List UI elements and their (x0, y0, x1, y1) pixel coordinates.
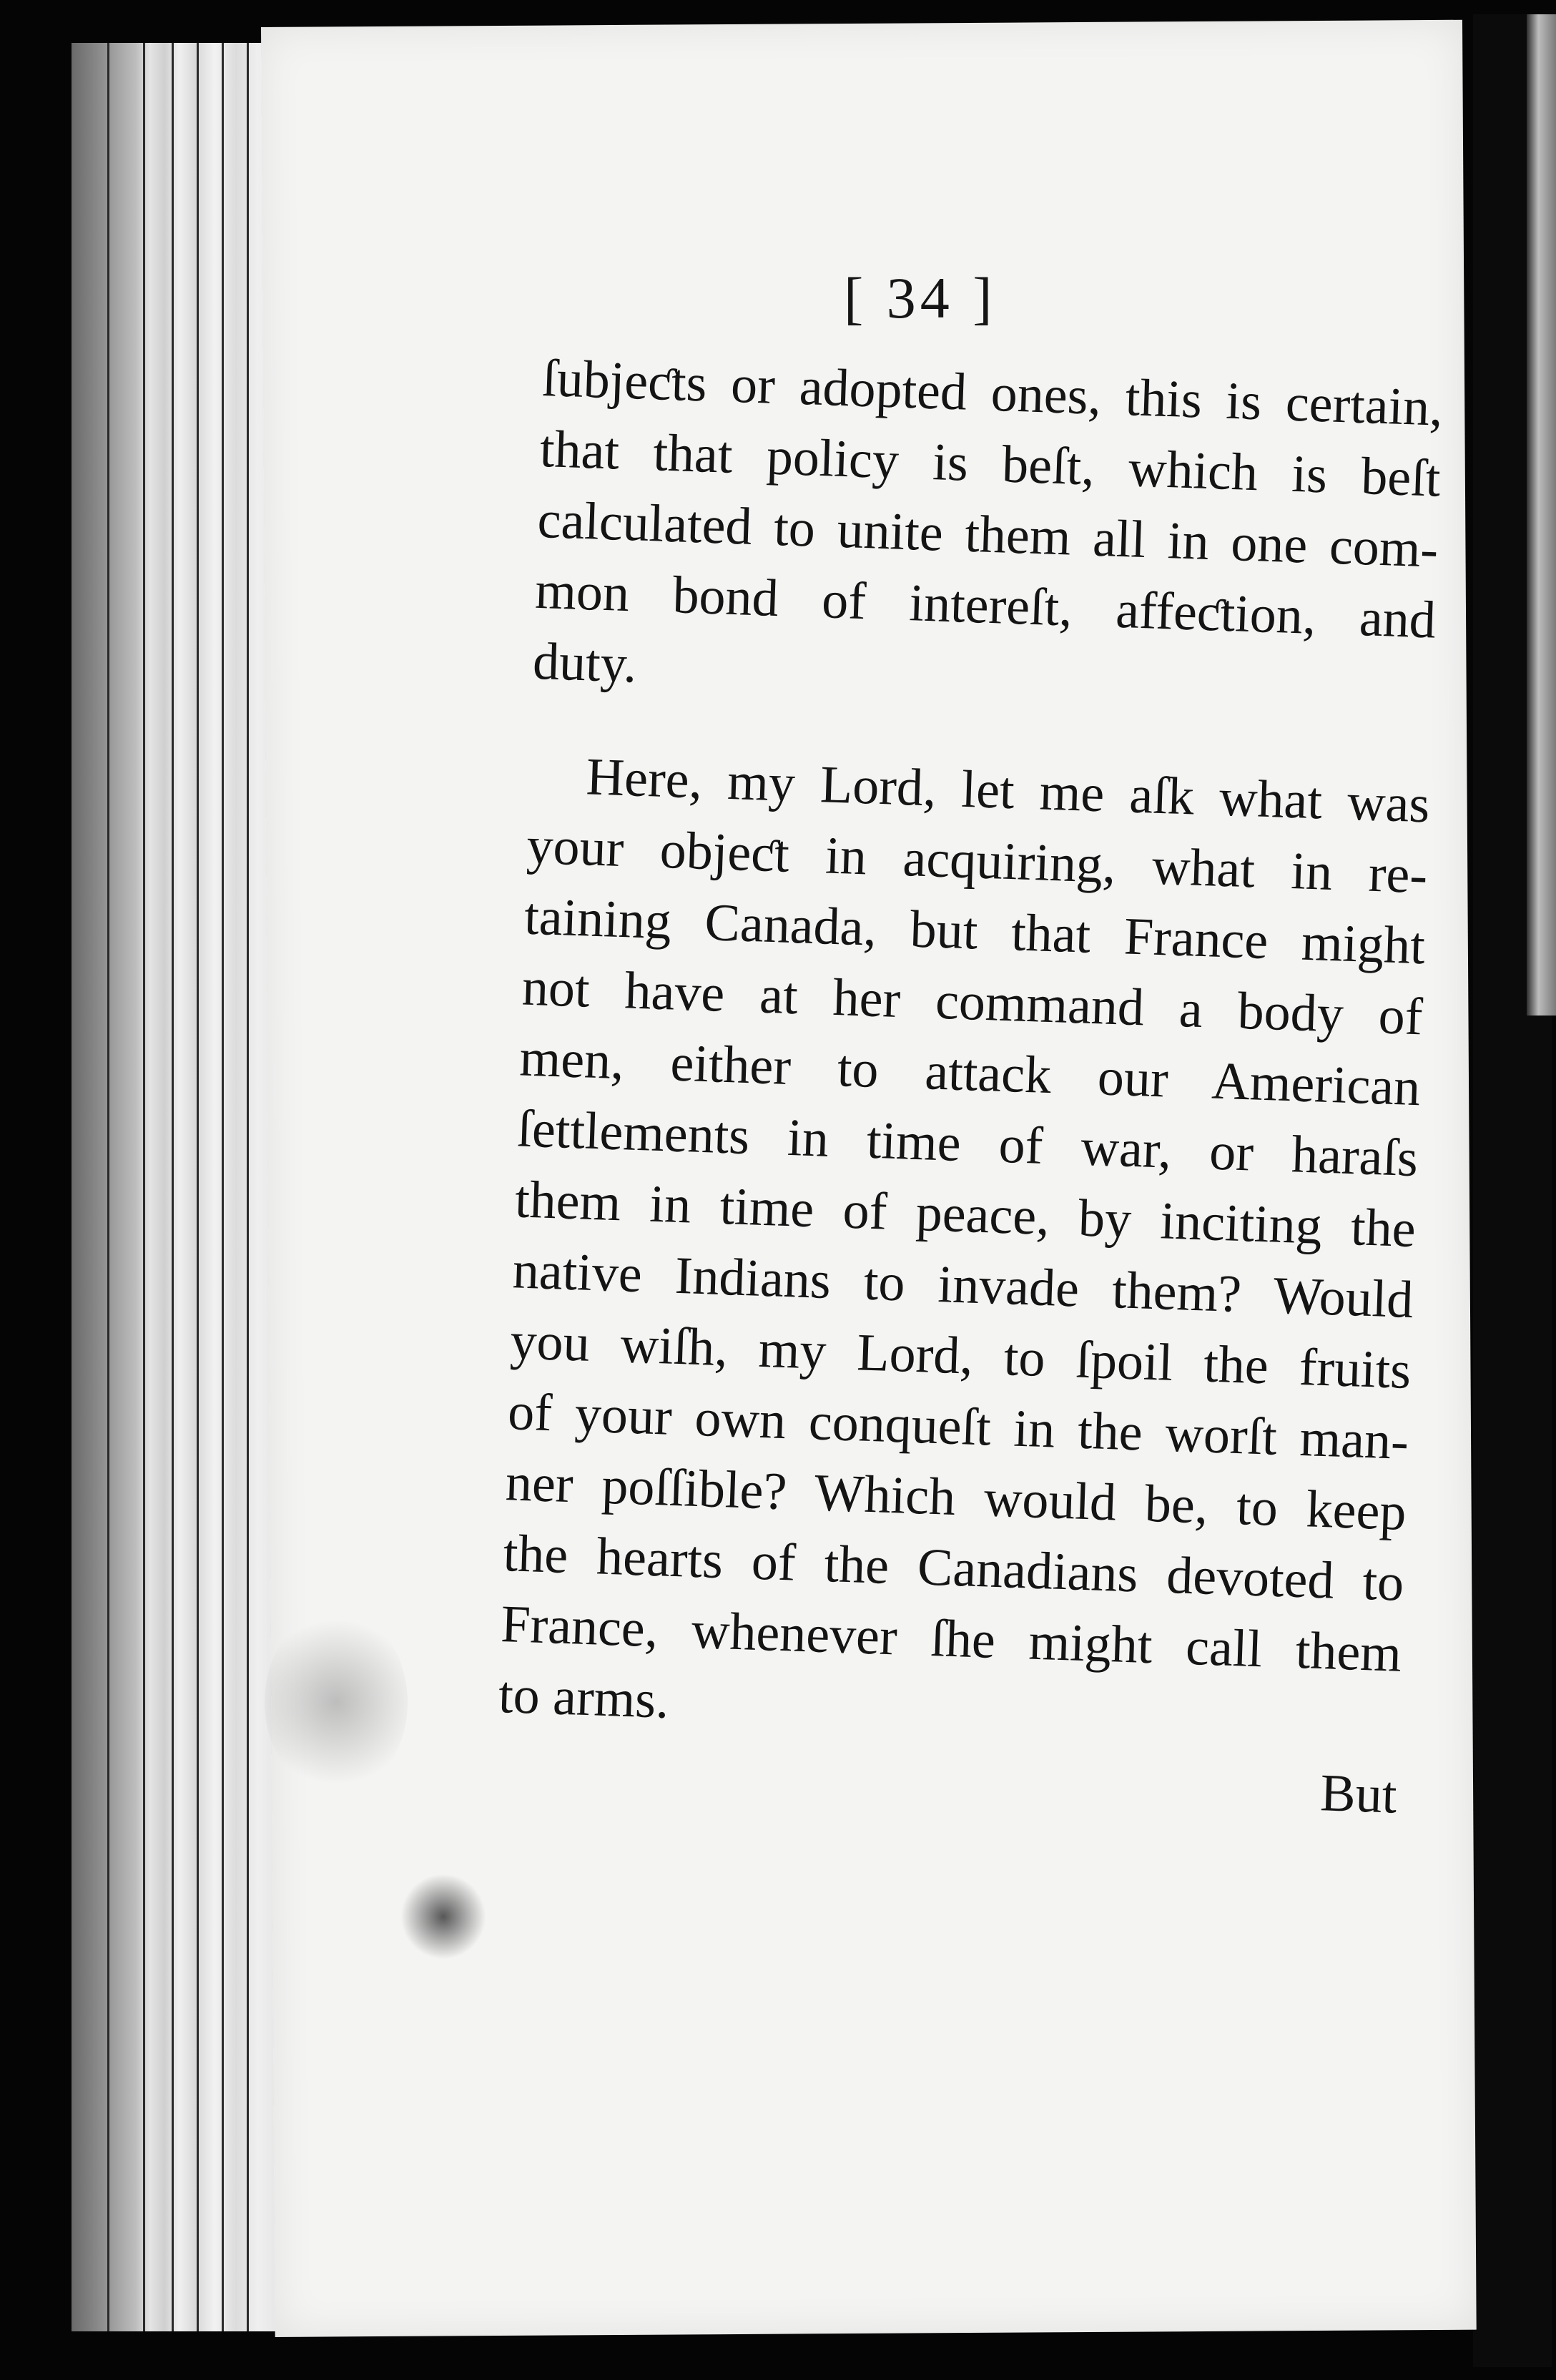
paragraph-2 (498, 740, 1431, 1761)
page-edge-line (247, 43, 249, 2331)
text-line: your objeƈt in acquiring, what in re- (526, 816, 1429, 905)
text-line: ſubjeƈts or adopted ones, this is certain, (541, 348, 1444, 438)
page-edge-line (197, 43, 199, 2331)
text-line: you wiſh, my Lord, to ſpoil the fruits (509, 1312, 1412, 1400)
body-text (495, 343, 1444, 1831)
text-line: mon bond of intereſt, affeƈtion, and (534, 561, 1437, 650)
page-edge-line (143, 43, 145, 2331)
catchword: But (1319, 1764, 1398, 1825)
page-edge-line (107, 43, 109, 2331)
text-line: that that policy is beſt, which is beſt (538, 419, 1442, 508)
facing-page-strip (1527, 14, 1556, 1016)
text-line: calculated to unite them all in one com- (536, 490, 1439, 579)
ink-stain (265, 1609, 408, 1795)
page-edge-line (172, 43, 174, 2331)
text-line: France, whenever ſhe might call them (500, 1595, 1403, 1683)
text-line: duty. (531, 631, 638, 694)
paragraph-1 (532, 343, 1444, 727)
page-edge-line (222, 43, 224, 2331)
text-line: ner poſſible? Which would be, to keep (504, 1453, 1407, 1542)
ink-stain (400, 1874, 486, 1959)
text-line: ſettlements in time of war, or haraſs (516, 1099, 1419, 1189)
text-line: of your own conqueſt in the worſt man- (507, 1382, 1410, 1471)
text-line: not have at her command a body of (521, 958, 1424, 1047)
text-line: to arms. (497, 1665, 670, 1730)
text-line: Here, my Lord, let me aſk what was (585, 747, 1431, 835)
text-line: the hearts of the Canadians devoted to (502, 1524, 1405, 1613)
text-line: men, either to attack our American (518, 1028, 1422, 1118)
text-line: them in time of peace, by inciting the (513, 1170, 1417, 1259)
page-number: [ 34 ] (844, 265, 997, 330)
text-line: native Indians to invade them? Would (511, 1241, 1414, 1330)
text-line: taining Canada, but that France might (523, 887, 1427, 976)
